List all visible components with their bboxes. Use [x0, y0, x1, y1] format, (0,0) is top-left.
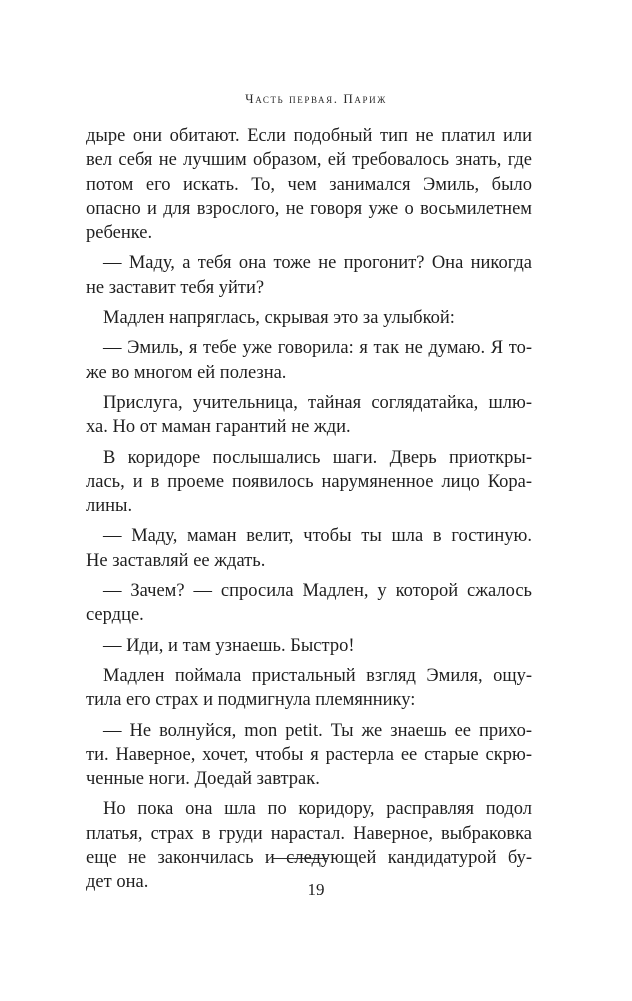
text-line: — Маду, а тебя она тоже не прогонит? Она никогда: [103, 253, 532, 274]
text-line: сердце.: [86, 605, 144, 626]
text-line: же во многом ей полезна.: [86, 362, 287, 383]
text-line: ти. Наверное, хочет, чтобы я растерла ее старые скрю-: [86, 744, 532, 765]
paragraph: [86, 336, 532, 385]
text-line: дет она.: [86, 872, 149, 893]
text-line: ченные ноги. Доедай завтрак.: [86, 769, 320, 790]
paragraph: [86, 664, 532, 713]
text-line: лины.: [86, 496, 133, 517]
text-line: Но пока она шла по коридору, расправляя подол: [103, 799, 532, 820]
running-head: Часть первая. Париж: [245, 91, 387, 106]
text-line: Мадлен напряглась, скрывая это за улыбкой:: [103, 308, 455, 329]
text-line: не заставит тебя уйти?: [86, 277, 265, 298]
text-line: — Маду, маман велит, чтобы ты шла в гостиную.: [103, 526, 532, 547]
paragraph: [86, 306, 532, 330]
text-line: — Зачем? — спросила Мадлен, у которой сжалось: [103, 581, 532, 602]
text-line: платья, страх в груди нарастал. Наверное, выбраковка: [86, 823, 532, 844]
paragraph: [86, 251, 532, 300]
text-line: потом его искать. То, чем занимался Эмиль, было: [86, 174, 532, 195]
text-line: вел себя не лучшим образом, ей требовалось знать, где: [86, 150, 532, 171]
text-line: В коридоре послышались шаги. Дверь приоткры-: [103, 447, 532, 468]
text-line: тила его страх и подмигнула племяннику:: [86, 690, 416, 711]
text-line: еще не закончилась и следующей кандидатурой бу-: [86, 848, 532, 869]
paragraph: [86, 579, 532, 628]
paragraph: [86, 524, 532, 573]
text-line: дыре они обитают. Если подобный тип не платил или: [86, 126, 532, 146]
paragraph: [86, 634, 532, 658]
text-line: Мадлен поймала пристальный взгляд Эмиля, ощу-: [103, 665, 532, 686]
text-line: — Эмиль, я тебе уже говорила: я так не думаю. Я то-: [103, 338, 532, 359]
page-number: 19: [307, 880, 325, 899]
section-divider: [272, 858, 328, 859]
text-line: Не заставляй ее ждать.: [86, 550, 266, 571]
text-line: — Не волнуйся, mon petit. Ты же знаешь ее прихо-: [103, 720, 532, 741]
paragraph: [86, 391, 532, 440]
paragraph: [86, 446, 532, 519]
paragraph: [86, 124, 532, 245]
paragraph: [86, 719, 532, 792]
text-line: — Иди, и там узнаешь. Быстро!: [103, 635, 355, 656]
body-text: [86, 124, 532, 895]
text-line: ха. Но от маман гарантий не жди.: [86, 417, 351, 438]
text-line: Прислуга, учительница, тайная соглядатайка, шлю-: [103, 392, 532, 413]
text-line: опасно и для взрослого, не говоря уже о восьмилетнем: [86, 198, 532, 219]
text-line: ребенке.: [86, 223, 153, 244]
text-line: лась, и в проеме появилось нарумяненное лицо Кора-: [86, 471, 532, 492]
